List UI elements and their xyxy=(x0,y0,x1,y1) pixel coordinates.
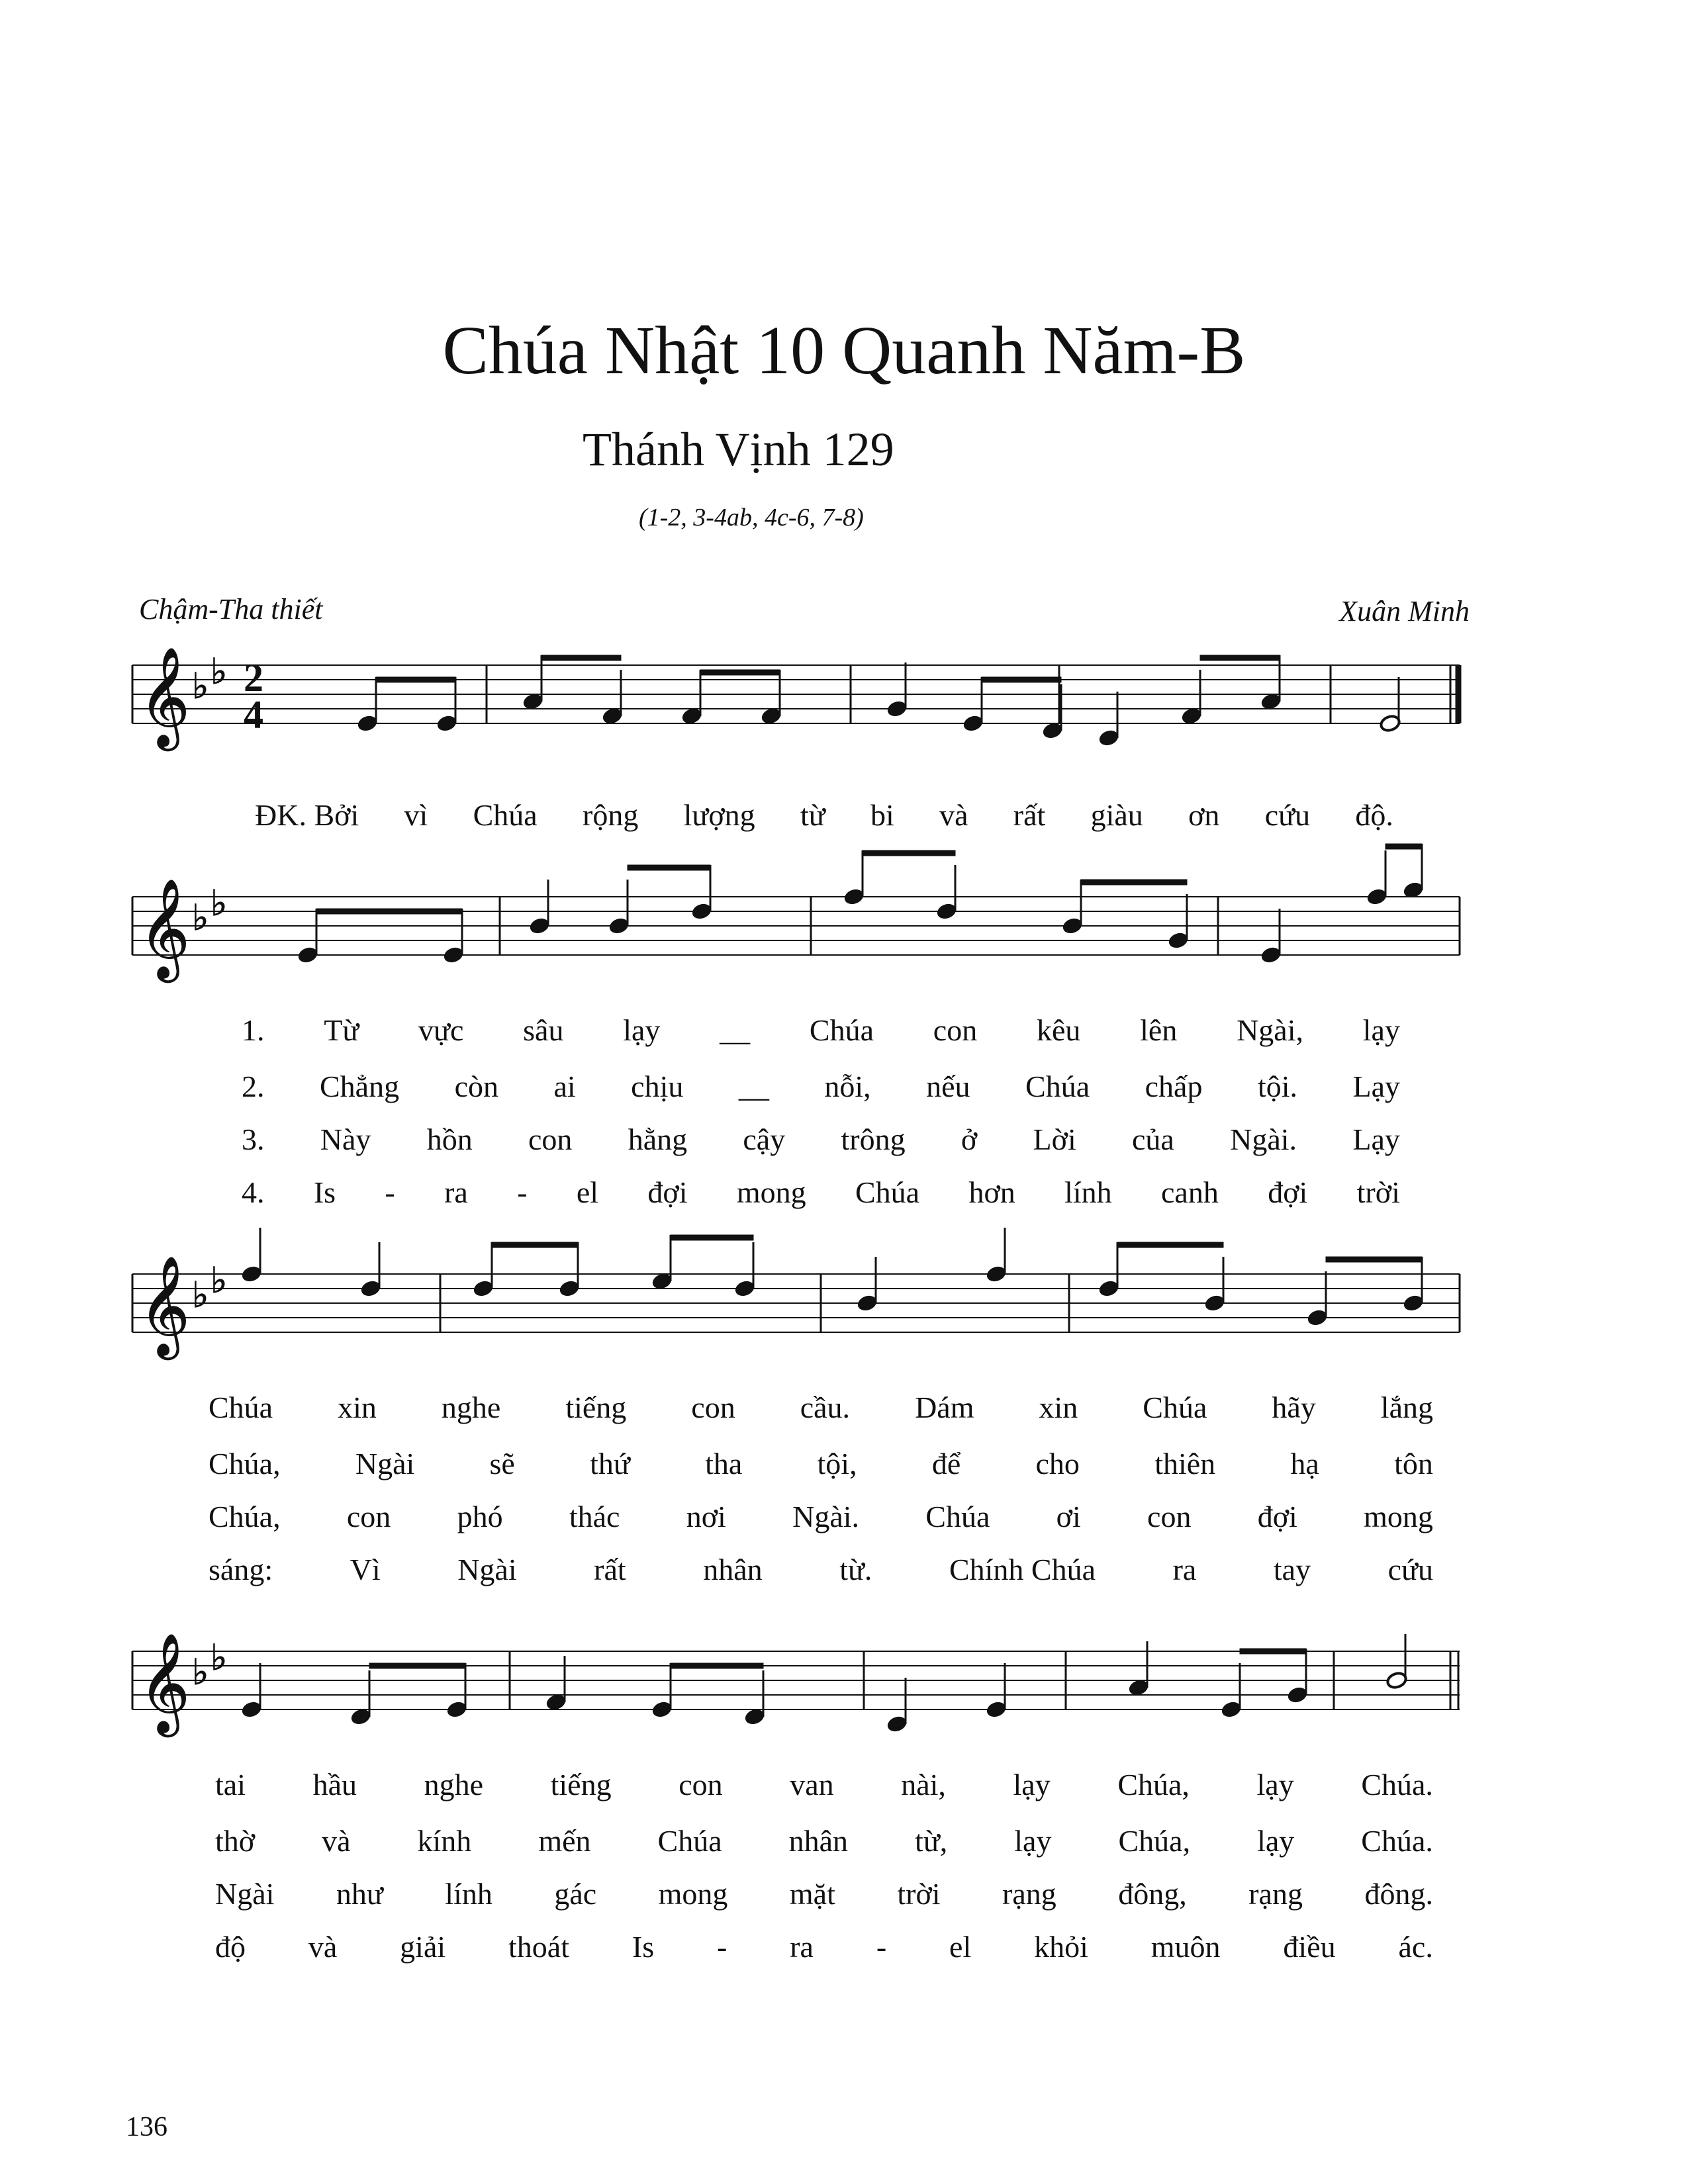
verse-system-3-word: Ngài xyxy=(215,1877,275,1911)
verse-system-1-word: lạy xyxy=(1362,1013,1400,1047)
verse-system-1-word: hồn xyxy=(426,1122,473,1156)
flat-icon: ♭ xyxy=(192,1274,209,1316)
verse-system-2-word: tôn xyxy=(1394,1447,1433,1480)
treble-clef-icon: 𝄞 xyxy=(139,1632,190,1733)
flat-icon: ♭ xyxy=(211,1637,228,1678)
treble-clef-icon: 𝄞 xyxy=(139,646,190,747)
verse-system-3-word: mặt xyxy=(789,1877,835,1911)
verse-system-1-word: Chẳng xyxy=(319,1069,400,1103)
verse-system-3-word: tiếng xyxy=(550,1768,612,1801)
verse-system-1-line-1 xyxy=(242,1013,1400,1048)
verse-system-1-word: __ xyxy=(720,1013,751,1047)
note-beam xyxy=(671,1663,763,1668)
verse-system-2-word: hạ xyxy=(1290,1447,1319,1480)
refrain-word: và xyxy=(939,798,968,832)
verse-system-1-word: 2. xyxy=(242,1069,265,1103)
verse-system-1-word: Chúa xyxy=(855,1175,920,1209)
verse-system-2-word: Chúa xyxy=(1143,1390,1207,1424)
verse-system-1-word: kêu xyxy=(1036,1013,1081,1047)
verse-system-2-word: nơi xyxy=(686,1500,726,1533)
verse-system-2-word: thứ xyxy=(590,1447,630,1480)
note-beam xyxy=(316,909,462,914)
verse-system-2-word: cứu xyxy=(1387,1553,1433,1586)
verse-system-2-word: tiếng xyxy=(565,1390,627,1424)
verse-system-3-word: lính xyxy=(445,1877,492,1911)
verse-system-1-word: 1. xyxy=(242,1013,265,1047)
verse-system-1-word: Ngài, xyxy=(1237,1013,1303,1047)
verse-system-2-word: cho xyxy=(1035,1447,1080,1480)
verse-system-1-word: 4. xyxy=(242,1175,265,1209)
verse-system-3-word: độ xyxy=(215,1930,246,1964)
refrain-word: lượng xyxy=(683,798,755,832)
verse-system-2-word: mong xyxy=(1364,1500,1433,1533)
verse-system-1-word: trời xyxy=(1356,1175,1400,1209)
verse-system-2-word: phó xyxy=(457,1500,503,1533)
refrain-word: rộng xyxy=(583,798,639,832)
verse-system-3-word: giải xyxy=(400,1930,446,1964)
note-beam xyxy=(376,677,455,682)
verse-system-1-word: ai xyxy=(553,1069,576,1103)
verse-system-1-word: Lời xyxy=(1033,1122,1076,1156)
note-beam xyxy=(369,1663,465,1668)
verse-system-3-word: trời xyxy=(897,1877,941,1911)
verse-system-2-line-2 xyxy=(209,1446,1433,1481)
verse-system-2-line-3 xyxy=(209,1499,1433,1534)
verse-system-3-word: nghe xyxy=(424,1768,484,1801)
verse-system-3-word: muôn xyxy=(1150,1930,1221,1964)
refrain-word: Chúa xyxy=(473,798,538,832)
verse-system-2-line-4 xyxy=(209,1552,1433,1587)
verse-system-1-word: lạy xyxy=(623,1013,661,1047)
verse-system-2-word: từ. xyxy=(839,1553,872,1586)
verse-system-3-word: lạy xyxy=(1256,1768,1294,1801)
treble-clef-icon: 𝄞 xyxy=(139,878,190,978)
verse-system-3-word: gác xyxy=(554,1877,597,1911)
verse-system-3-word: Chúa, xyxy=(1117,1768,1190,1801)
verse-system-1-word: Lạy xyxy=(1352,1069,1400,1103)
verse-system-1-word: nếu xyxy=(926,1069,970,1103)
verse-system-3-word: nhân xyxy=(788,1824,849,1858)
refrain-word: vì xyxy=(404,798,428,832)
verse-system-1-word: nỗi, xyxy=(824,1069,871,1103)
note-beam xyxy=(628,865,710,870)
verse-system-2-word: lắng xyxy=(1380,1390,1433,1424)
verse-system-2-word: Ngài xyxy=(355,1447,415,1480)
refrain-word: cứu xyxy=(1264,798,1311,832)
refrain-word: rất xyxy=(1013,798,1046,832)
refrain-word: bi xyxy=(870,798,894,832)
verse-system-2-word: con xyxy=(346,1500,391,1533)
note-beam xyxy=(863,850,955,856)
verse-system-2-word: nghe xyxy=(441,1390,501,1424)
verse-system-3-word: đông. xyxy=(1364,1877,1433,1911)
verse-system-1-word: Từ xyxy=(324,1013,359,1047)
verse-system-3-word: như xyxy=(336,1877,383,1911)
verse-system-1-word: Lạy xyxy=(1352,1122,1400,1156)
refrain-lyric-line xyxy=(255,797,1393,833)
verse-system-3-word: thờ xyxy=(215,1824,256,1858)
verse-system-2-word: thác xyxy=(569,1500,620,1533)
verse-system-1-word: con xyxy=(528,1122,573,1156)
verse-system-1-line-3 xyxy=(242,1122,1400,1157)
verse-system-2-word: Vì xyxy=(350,1553,381,1586)
verse-system-1-line-2 xyxy=(242,1069,1400,1104)
verse-system-2-word: sáng: xyxy=(209,1553,273,1586)
verse-system-3-word: ra xyxy=(790,1930,814,1964)
verse-system-1-word: của xyxy=(1132,1122,1174,1156)
verse-system-1-word: hơn xyxy=(968,1175,1015,1209)
verse-system-3-word: lạy xyxy=(1014,1824,1052,1858)
verse-system-2-word: con xyxy=(691,1390,735,1424)
verse-system-2-word: Chúa xyxy=(925,1500,990,1533)
verse-system-2-line-1 xyxy=(209,1390,1433,1425)
verse-system-3-word: - xyxy=(717,1930,727,1964)
verse-system-3-line-4 xyxy=(215,1929,1433,1964)
verse-system-1-word: lên xyxy=(1140,1013,1178,1047)
flat-icon: ♭ xyxy=(192,1651,209,1693)
note-beam xyxy=(1240,1649,1306,1654)
verse-system-3-word: Chúa, xyxy=(1118,1824,1191,1858)
verse-system-2-word: Ngài. xyxy=(792,1500,860,1533)
refrain-word: độ. xyxy=(1355,798,1393,832)
verse-system-3-word: và xyxy=(308,1930,338,1964)
verse-system-1-word: el xyxy=(576,1175,599,1209)
verse-system-1-word: Is xyxy=(313,1175,336,1209)
verse-system-1-line-4 xyxy=(242,1175,1400,1210)
verse-system-1-word: ra xyxy=(444,1175,468,1209)
verse-system-2-word: hãy xyxy=(1272,1390,1316,1424)
verse-system-1-word: Ngài. xyxy=(1230,1122,1297,1156)
flat-icon: ♭ xyxy=(211,882,228,924)
verse-system-3-word: con xyxy=(679,1768,723,1801)
psalm-verse-reference: (1-2, 3-4ab, 4c-6, 7-8) xyxy=(639,504,864,531)
verse-system-1-word: cậy xyxy=(743,1122,786,1156)
verse-system-3-word: mến xyxy=(538,1824,591,1858)
verse-system-2-word: tội, xyxy=(817,1447,857,1480)
verse-system-3-word: lạy xyxy=(1013,1768,1051,1801)
verse-system-3-word: lạy xyxy=(1257,1824,1295,1858)
verse-system-2-word: thiên xyxy=(1154,1447,1216,1480)
verse-system-2-word: xin xyxy=(1039,1390,1078,1424)
verse-system-2-word: cầu. xyxy=(800,1390,851,1424)
time-signature-top: 2 xyxy=(244,656,263,700)
verse-system-1-word: chấp xyxy=(1145,1069,1203,1103)
verse-system-2-word: Chúa xyxy=(209,1390,273,1424)
treble-clef-icon: 𝄞 xyxy=(139,1255,190,1355)
verse-system-3-word: thoát xyxy=(508,1930,570,1964)
verse-system-2-word: ra xyxy=(1172,1553,1197,1586)
verse-system-3-word: điều xyxy=(1283,1930,1336,1964)
verse-system-1-word: trông xyxy=(841,1122,906,1156)
note-beam xyxy=(1117,1242,1223,1248)
verse-system-1-word: Chúa xyxy=(809,1013,874,1047)
note-beam xyxy=(1385,844,1422,849)
refrain-word: giàu xyxy=(1090,798,1143,832)
verse-system-1-word: - xyxy=(385,1175,395,1209)
verse-system-3-word: từ, xyxy=(915,1824,948,1858)
verse-system-3-line-1 xyxy=(215,1767,1433,1802)
note-beam xyxy=(541,655,621,660)
verse-system-3-word: khỏi xyxy=(1034,1930,1088,1964)
refrain-word: từ xyxy=(800,798,825,832)
verse-system-2-word: đợi xyxy=(1257,1500,1297,1533)
refrain-word: ơn xyxy=(1188,798,1220,832)
verse-system-1-word: mong xyxy=(736,1175,806,1209)
tempo-marking: Chậm-Tha thiết xyxy=(139,593,323,625)
verse-system-3-word: đông, xyxy=(1118,1877,1187,1911)
verse-system-1-word: ở xyxy=(961,1122,978,1156)
verse-system-1-word: canh xyxy=(1161,1175,1219,1209)
verse-system-2-word: tha xyxy=(705,1447,743,1480)
verse-system-2-word: sẽ xyxy=(489,1447,515,1480)
note-beam xyxy=(982,677,1061,682)
note-beam xyxy=(1200,655,1280,660)
note-beam xyxy=(492,1242,578,1248)
verse-system-2-word: Chúa, xyxy=(209,1500,281,1533)
verse-system-3-line-2 xyxy=(215,1823,1433,1858)
verse-system-2-word: Ngài xyxy=(457,1553,517,1586)
verse-system-3-word: hầu xyxy=(312,1768,357,1801)
page-title: Chúa Nhật 10 Quanh Năm-B xyxy=(442,312,1246,388)
verse-system-2-word: ơi xyxy=(1056,1500,1081,1533)
verse-system-2-word: rất xyxy=(594,1553,626,1586)
verse-system-2-word: Dám xyxy=(915,1390,974,1424)
note-beam xyxy=(1081,880,1187,885)
verse-system-1-word: Này xyxy=(320,1122,371,1156)
verse-system-2-word: Chính Chúa xyxy=(949,1553,1096,1586)
psalm-subtitle: Thánh Vịnh 129 xyxy=(583,423,894,476)
verse-system-3-word: và xyxy=(322,1824,351,1858)
flat-icon: ♭ xyxy=(211,651,228,692)
time-signature-bottom: 4 xyxy=(244,693,263,737)
verse-system-1-word: sâu xyxy=(523,1013,564,1047)
verse-system-1-word: con xyxy=(933,1013,978,1047)
verse-system-1-word: vực xyxy=(418,1013,464,1047)
verse-system-1-word: đợi xyxy=(647,1175,688,1209)
verse-system-3-word: ác. xyxy=(1398,1930,1433,1964)
page-number: 136 xyxy=(126,2112,167,2142)
verse-system-3-word: mong xyxy=(658,1877,728,1911)
verse-system-1-word: còn xyxy=(454,1069,498,1103)
verse-system-1-word: Chúa xyxy=(1025,1069,1090,1103)
verse-system-3-word: rạng xyxy=(1248,1877,1303,1911)
verse-system-2-word: con xyxy=(1147,1500,1192,1533)
verse-system-1-word: hằng xyxy=(628,1122,688,1156)
verse-system-2-word: để xyxy=(931,1447,961,1480)
note-beam xyxy=(700,670,780,675)
verse-system-3-word: tai xyxy=(215,1768,246,1801)
note-beam xyxy=(1326,1257,1422,1262)
flat-icon: ♭ xyxy=(192,897,209,938)
verse-system-3-word: nài, xyxy=(901,1768,946,1801)
verse-system-3-word: Chúa xyxy=(657,1824,722,1858)
refrain-word: ĐK. Bởi xyxy=(255,798,359,832)
verse-system-1-word: chịu xyxy=(631,1069,684,1103)
verse-system-2-word: xin xyxy=(338,1390,377,1424)
flat-icon: ♭ xyxy=(192,665,209,707)
verse-system-3-word: rạng xyxy=(1002,1877,1056,1911)
flat-icon: ♭ xyxy=(211,1259,228,1301)
verse-system-3-word: el xyxy=(949,1930,972,1964)
verse-system-1-word: đợi xyxy=(1268,1175,1308,1209)
verse-system-3-word: Chúa. xyxy=(1361,1768,1433,1801)
verse-system-3-word: van xyxy=(790,1768,834,1801)
note-beam xyxy=(671,1235,753,1240)
verse-system-1-word: - xyxy=(517,1175,528,1209)
verse-system-3-word: - xyxy=(876,1930,887,1964)
verse-system-1-word: 3. xyxy=(242,1122,265,1156)
verse-system-3-word: Is xyxy=(632,1930,655,1964)
verse-system-2-word: Chúa, xyxy=(209,1447,281,1480)
verse-system-1-word: tội. xyxy=(1257,1069,1297,1103)
verse-system-3-word: kính xyxy=(417,1824,472,1858)
verse-system-1-word: __ xyxy=(738,1069,769,1103)
verse-system-2-word: nhân xyxy=(703,1553,763,1586)
verse-system-3-word: Chúa. xyxy=(1361,1824,1433,1858)
verse-system-1-word: lính xyxy=(1064,1175,1112,1209)
verse-system-2-word: tay xyxy=(1273,1553,1311,1586)
verse-system-3-line-3 xyxy=(215,1876,1433,1911)
composer-name: Xuân Minh xyxy=(1339,595,1470,627)
